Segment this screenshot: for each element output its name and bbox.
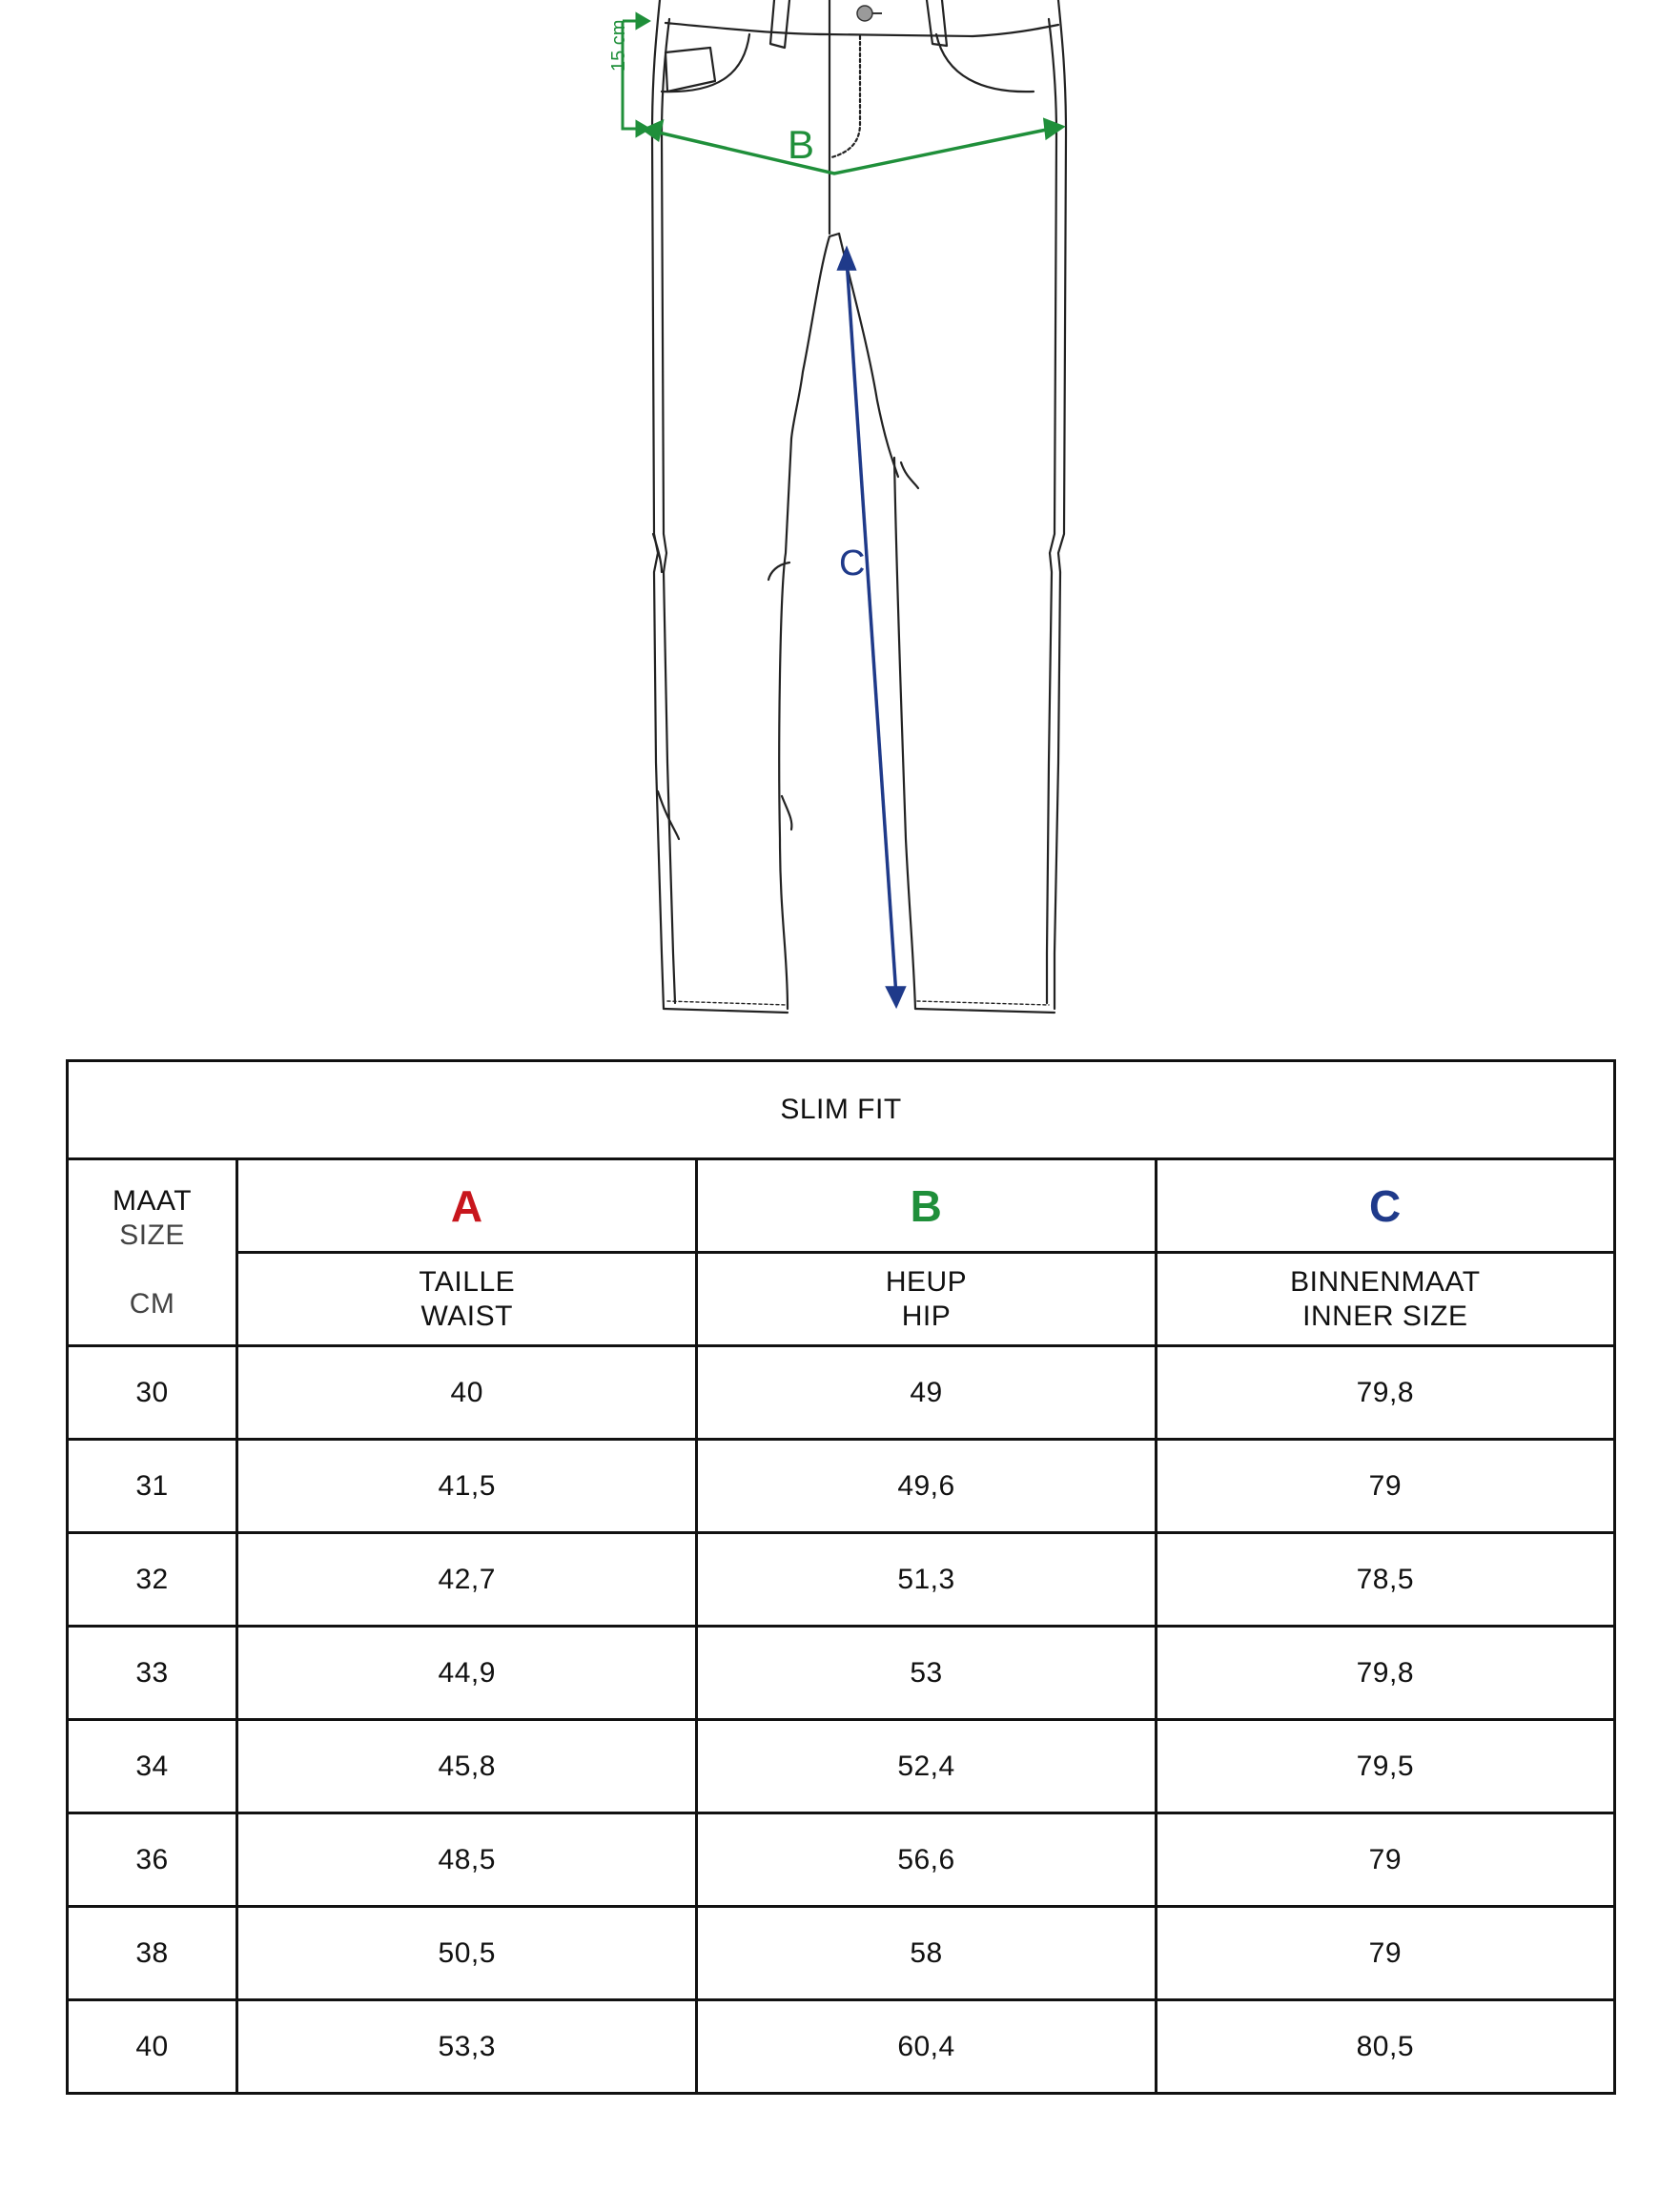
hip-cell: 56,6 xyxy=(697,1813,1156,1907)
label-en: HIP xyxy=(901,1300,952,1332)
table-row xyxy=(68,1533,1615,1627)
size-chart-table xyxy=(66,1059,1616,2095)
waist-cell: 45,8 xyxy=(237,1720,697,1813)
table-row xyxy=(68,1907,1615,2000)
size-cell: 32 xyxy=(68,1533,237,1627)
letter-c: C xyxy=(1368,1180,1402,1231)
hip-cell: 60,4 xyxy=(697,2000,1156,2094)
column-label-hip xyxy=(697,1253,1156,1346)
size-cell: 40 xyxy=(68,2000,237,2094)
table-row xyxy=(68,2000,1615,2094)
waist-cell: 40 xyxy=(237,1346,697,1440)
letter-a: A xyxy=(450,1180,483,1231)
table-row xyxy=(68,1720,1615,1813)
inner-size-cell: 80,5 xyxy=(1156,2000,1614,2094)
table-row xyxy=(68,1627,1615,1720)
waist-cell: 48,5 xyxy=(237,1813,697,1907)
size-cell: 31 xyxy=(68,1440,237,1533)
hip-measure-line xyxy=(645,120,1062,174)
waist-cell: 44,9 xyxy=(237,1627,697,1720)
inner-size-cell: 79 xyxy=(1156,1440,1614,1533)
column-letter-b xyxy=(697,1159,1156,1253)
inner-size-cell: 78,5 xyxy=(1156,1533,1614,1627)
size-cell: 30 xyxy=(68,1346,237,1440)
table-title-row xyxy=(68,1061,1615,1159)
column-label-inner-size xyxy=(1156,1253,1614,1346)
inner-size-cell: 79 xyxy=(1156,1813,1614,1907)
letter-header-row xyxy=(68,1159,1615,1253)
table-title: SLIM FIT xyxy=(68,1061,1615,1159)
inner-size-cell: 79,8 xyxy=(1156,1627,1614,1720)
inseam-measure-line xyxy=(839,250,904,1005)
button-icon xyxy=(857,6,872,21)
waist-cell: 50,5 xyxy=(237,1907,697,2000)
inner-size-cell: 79 xyxy=(1156,1907,1614,2000)
size-cell: 36 xyxy=(68,1813,237,1907)
letter-b: B xyxy=(910,1180,943,1231)
column-letter-c xyxy=(1156,1159,1614,1253)
hip-cell: 49,6 xyxy=(697,1440,1156,1533)
inseam-label-c: C xyxy=(839,543,866,584)
size-header-nl: MAAT xyxy=(112,1184,193,1217)
hip-cell: 58 xyxy=(697,1907,1156,2000)
table-row xyxy=(68,1440,1615,1533)
hip-cell: 53 xyxy=(697,1627,1156,1720)
size-column-header xyxy=(68,1159,237,1346)
inner-size-cell: 79,5 xyxy=(1156,1720,1614,1813)
hip-cell: 52,4 xyxy=(697,1720,1156,1813)
size-cell: 33 xyxy=(68,1627,237,1720)
label-nl: HEUP xyxy=(885,1265,968,1298)
size-cell: 34 xyxy=(68,1720,237,1813)
table-row xyxy=(68,1813,1615,1907)
label-en: INNER SIZE xyxy=(1302,1300,1468,1332)
waist-cell: 53,3 xyxy=(237,2000,697,2094)
trousers-sketch xyxy=(0,0,1659,1030)
hip-cell: 49 xyxy=(697,1346,1156,1440)
hip-cell: 51,3 xyxy=(697,1533,1156,1627)
size-cell: 38 xyxy=(68,1907,237,2000)
column-label-waist xyxy=(237,1253,697,1346)
table-row xyxy=(68,1346,1615,1440)
trousers-diagram xyxy=(0,0,1659,1030)
column-letter-a xyxy=(237,1159,697,1253)
rise-measure-label: 15 cm xyxy=(608,19,629,72)
hip-label-b: B xyxy=(788,122,815,167)
size-header-en: SIZE xyxy=(119,1219,185,1251)
label-en: WAIST xyxy=(420,1300,513,1332)
label-nl: BINNENMAAT xyxy=(1290,1265,1481,1298)
size-header-unit: CM xyxy=(129,1287,175,1320)
label-header-row xyxy=(68,1253,1615,1346)
waist-cell: 41,5 xyxy=(237,1440,697,1533)
label-nl: TAILLE xyxy=(419,1265,516,1298)
inner-size-cell: 79,8 xyxy=(1156,1346,1614,1440)
waist-cell: 42,7 xyxy=(237,1533,697,1627)
